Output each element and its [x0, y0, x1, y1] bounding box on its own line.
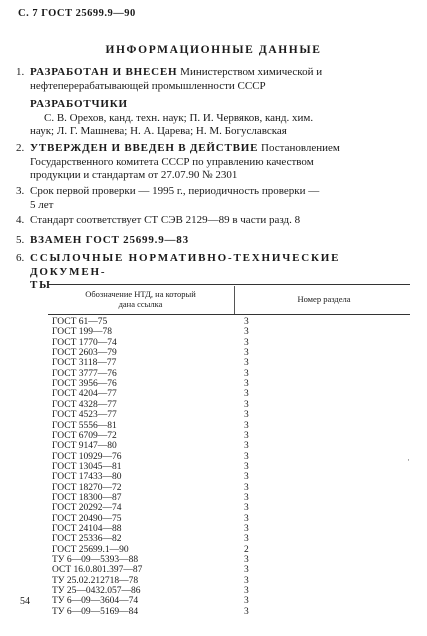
item-caps: РАЗРАБОТАН И ВНЕСЕН: [30, 66, 178, 78]
table-row: [48, 410, 410, 421]
section-number: 3: [244, 337, 249, 348]
column-header-line: Обозначение НТД, на который: [85, 289, 196, 299]
table-row: [48, 348, 410, 359]
table-row: [48, 452, 410, 463]
table-row: [48, 472, 410, 483]
item-caps: УТВЕРЖДЕН И ВВЕДЕН В ДЕЙСТВИЕ: [30, 142, 259, 154]
section-number: 3: [244, 451, 249, 462]
developers-block: [30, 98, 410, 139]
section-number: 3: [244, 389, 249, 400]
item-caps: ВЗАМЕН ГОСТ 25699.9—83: [30, 234, 189, 246]
table-row: [48, 565, 410, 576]
table-row: [48, 338, 410, 349]
table-row: [48, 586, 410, 597]
item-text: Министерством химической и: [180, 66, 323, 78]
item-text: Государственного комитета СССР по управлению качеством: [30, 155, 314, 168]
table-row: [48, 493, 410, 504]
reference-document: ГОСТ 6709—72: [52, 430, 117, 441]
reference-document: ТУ 6—09—3604—74: [52, 596, 139, 607]
table-row: [48, 431, 410, 442]
reference-document: ГОСТ 24104—88: [52, 524, 122, 534]
table-row: [48, 503, 410, 514]
reference-document: ГОСТ 199—78: [52, 327, 112, 338]
reference-document: ГОСТ 17433—80: [52, 472, 122, 483]
table-row: [48, 545, 410, 556]
table-row: [48, 441, 410, 452]
item-2: [16, 142, 410, 183]
item-caps: ССЫЛОЧНЫЕ НОРМАТИВНО-ТЕХНИЧЕСКИЕ ДОКУМЕН-: [30, 252, 341, 278]
reference-document: ОСТ 16.0.801.397—87: [52, 565, 143, 576]
page-header: С. 7 ГОСТ 25699.9—90: [18, 8, 136, 19]
section-number: 3: [244, 492, 249, 503]
item-caps: ТЫ: [30, 279, 52, 291]
table-row: [48, 462, 410, 473]
reference-document: ТУ 6—09—5169—84: [52, 606, 139, 617]
table-row: [48, 379, 410, 390]
reference-document: ГОСТ 5556—81: [52, 420, 117, 431]
table-row: [48, 483, 410, 494]
reference-document: ГОСТ 25699.1—90: [52, 544, 129, 555]
developers-heading: РАЗРАБОТЧИКИ: [30, 98, 128, 110]
section-number: 3: [244, 606, 249, 617]
section-number: 3: [244, 410, 249, 421]
item-1: [16, 66, 410, 93]
table-header-rule: [48, 314, 410, 315]
table-row: [48, 576, 410, 587]
section-number: 3: [244, 472, 249, 483]
section-number: 3: [244, 317, 249, 327]
reference-document: ГОСТ 18270—72: [52, 482, 122, 493]
item-number: 5.: [16, 234, 25, 246]
item-6: [16, 252, 410, 293]
reference-document: ГОСТ 3118—77: [52, 358, 117, 369]
item-4: [16, 214, 410, 228]
table-row: [48, 369, 410, 380]
reference-document: ГОСТ 18300—87: [52, 492, 122, 503]
reference-document: ГОСТ 25336—82: [52, 534, 122, 545]
reference-document: ГОСТ 3956—76: [52, 379, 117, 390]
section-number: 3: [244, 358, 249, 369]
item-text: нефтеперерабатывающей промышленности СССР: [30, 79, 266, 92]
section-number: 3: [244, 420, 249, 431]
column-header-section: Номер раздела: [297, 294, 351, 304]
table-top-rule: [48, 284, 410, 285]
section-number: 3: [244, 565, 249, 576]
section-number: 3: [244, 430, 249, 441]
item-text: продукции и стандартам от 27.07.90 № 2301: [30, 169, 238, 181]
reference-document: ТУ 6—09—5393—88: [52, 555, 139, 566]
section-number: 3: [244, 461, 249, 472]
reference-document: ГОСТ 3777—76: [52, 368, 117, 379]
table-row: [48, 400, 410, 411]
reference-document: ГОСТ 13045—81: [52, 461, 122, 472]
reference-document: ГОСТ 4204—77: [52, 389, 117, 400]
reference-document: ГОСТ 20292—74: [52, 503, 122, 514]
section-number: 3: [244, 482, 249, 493]
table-row: [48, 555, 410, 566]
section-number: 3: [244, 586, 249, 597]
item-text: 5 лет: [30, 198, 54, 211]
reference-document: ТУ 25—0432.057—86: [52, 586, 141, 597]
section-number: 3: [244, 555, 249, 566]
section-number: 3: [244, 399, 249, 410]
column-divider: [234, 286, 235, 314]
section-title: ИНФОРМАЦИОННЫЕ ДАННЫЕ: [105, 44, 322, 56]
table-row: [48, 524, 410, 535]
item-text: Стандарт соответствует СТ СЭВ 2129—89 в части разд. 8: [30, 214, 301, 226]
item-number: 6.: [16, 252, 25, 264]
section-number: 3: [244, 348, 249, 359]
developers-line: С. В. Орехов, канд. техн. наук; П. И. Червяков, канд. хим.: [44, 111, 314, 124]
reference-document: ГОСТ 1770—74: [52, 337, 117, 348]
section-number: 3: [244, 524, 249, 534]
table-row: [48, 514, 410, 525]
section-number: 3: [244, 575, 249, 586]
reference-document: ГОСТ 4328—77: [52, 399, 117, 410]
table-row: [48, 389, 410, 400]
item-number: 1.: [16, 66, 25, 78]
column-header-document: [48, 289, 233, 309]
table-row: [48, 327, 410, 338]
page-number: 54: [20, 596, 30, 607]
reference-document: ТУ 25.02.212718—78: [52, 575, 139, 586]
item-text: Постановлением: [261, 142, 340, 154]
item-number: 3.: [16, 185, 25, 197]
item-number: 4.: [16, 214, 25, 226]
reference-document: ГОСТ 4523—77: [52, 410, 117, 421]
table-row: [48, 596, 410, 607]
section-number: 3: [244, 596, 249, 607]
section-number: 3: [244, 441, 249, 452]
section-number: 3: [244, 368, 249, 379]
table-row: [48, 534, 410, 545]
reference-document: ГОСТ 2603—79: [52, 348, 117, 359]
column-header-line: дана ссылка: [118, 299, 163, 309]
developers-line: наук; Л. Г. Машнева; Н. А. Царева; Н. М. Богуславская: [30, 125, 287, 137]
item-text: Срок первой проверки — 1995 г., периодичность проверки —: [30, 185, 320, 197]
reference-document: ГОСТ 61—75: [52, 317, 108, 327]
section-number: 2: [244, 544, 249, 555]
section-number: 3: [244, 379, 249, 390]
section-number: 3: [244, 534, 249, 545]
table-row: [48, 607, 410, 618]
reference-document: ГОСТ 10929—76: [52, 451, 122, 462]
section-number: 3: [244, 503, 249, 514]
item-5: [16, 234, 410, 248]
table-row: [48, 358, 410, 369]
item-3: [16, 185, 410, 212]
section-number: 3: [244, 513, 249, 524]
reference-document: ГОСТ 20490—75: [52, 513, 122, 524]
section-number: 3: [244, 327, 249, 338]
reference-document: ГОСТ 9147—80: [52, 441, 117, 452]
table-row: [48, 421, 410, 432]
table-row: [48, 317, 410, 328]
item-number: 2.: [16, 142, 25, 154]
page-speck: ·: [407, 455, 410, 465]
